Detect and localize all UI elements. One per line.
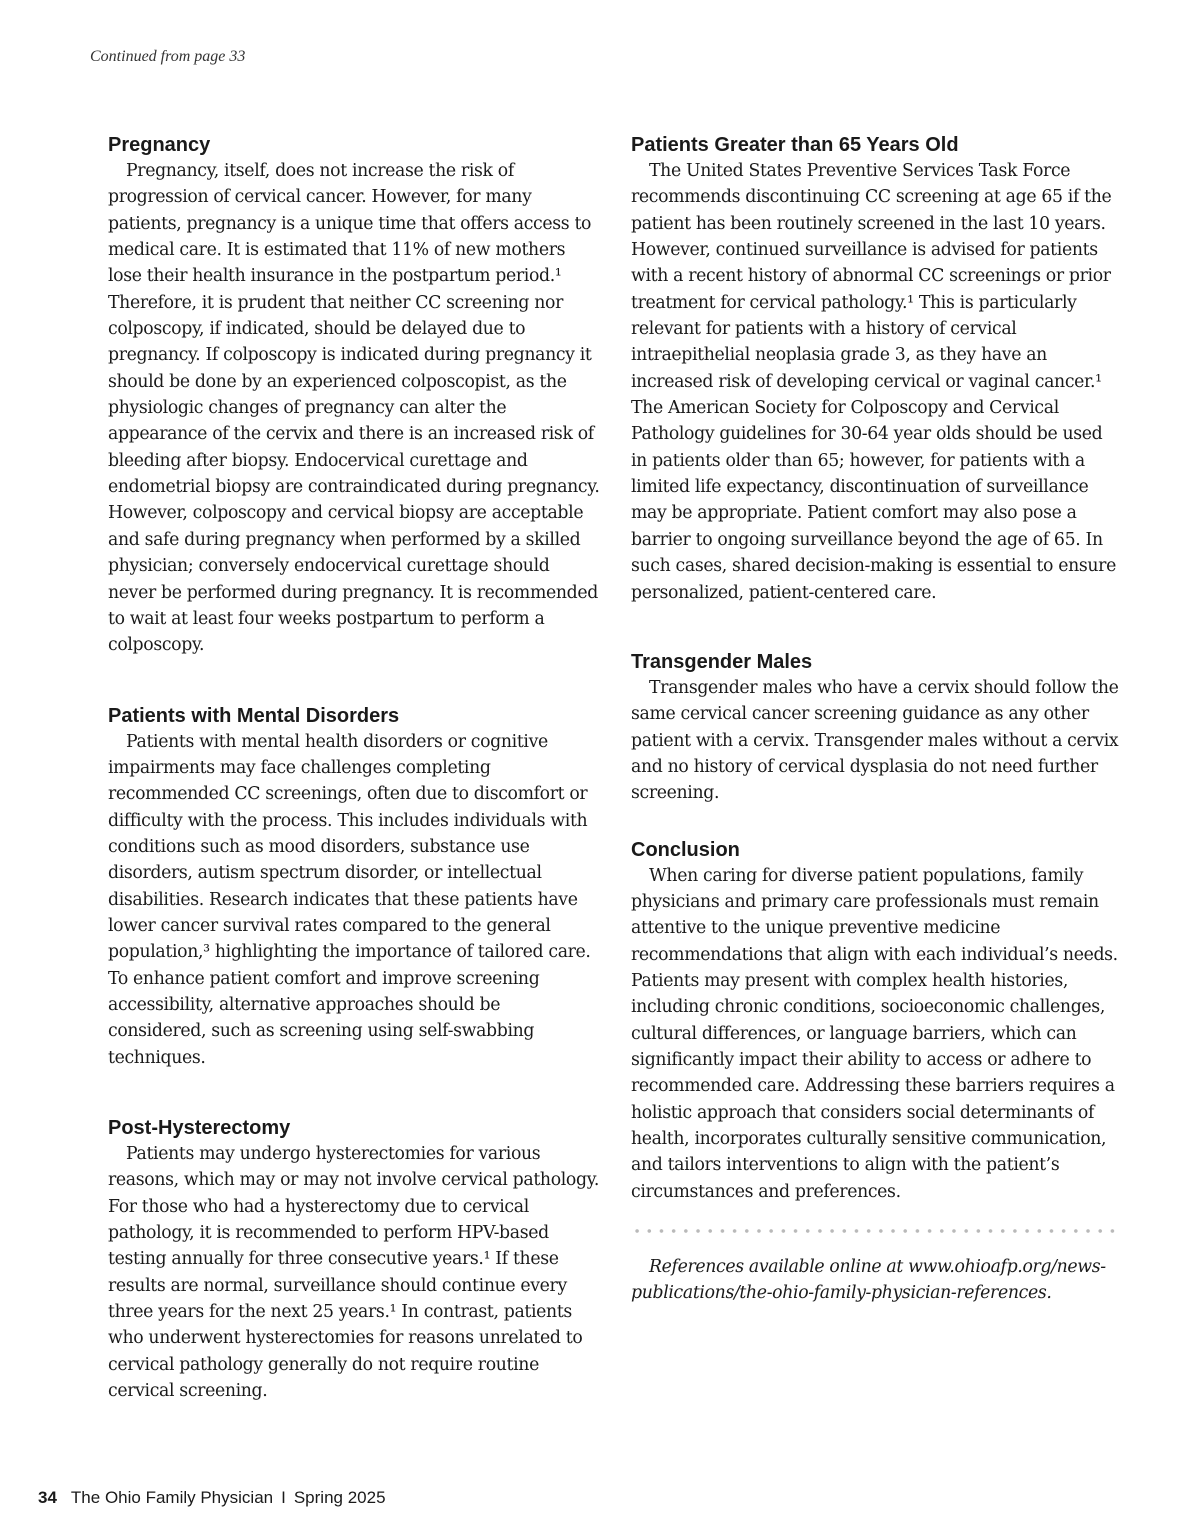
section-body: The United States Preventive Services Task Force recommends discontinuing CC screening at age 65 if the patient has been routinely screened in the last 10 years. However, continued surveillance is advised for patients with a recent history of abnormal CC screenings or prior treatment for cervical pathology.¹ This is particularly relevant for patients with a history of cervical intraepithelial neoplasia grade 3, as they have an increased risk of developing cervical or vaginal cancer.¹ The American Society for Colposcopy and Cervical Pathology guidelines for 30-64 year olds should be used in patients older than 65; however, for patients with a limited life expectancy, discontinuation of surveillance may be appropriate. Patient comfort may also pose a barrier to ongoing surveillance beyond the age of 65. In such cases, shared decision-making is essential to ensure personalized, patient-centered care. bbox=[631, 161, 1116, 603]
section-body: Transgender males who have a cervix should follow the same cervical cancer screening guidance as any other patient with a cervix. Transgender males without a cervix and no history of cervical dysplasia do not need further screening. bbox=[631, 677, 1119, 804]
section-over-65 bbox=[631, 132, 1123, 606]
section-pregnancy bbox=[108, 132, 600, 659]
page-footer bbox=[38, 1488, 386, 1508]
section-body: Patients with mental health disorders or cognitive impairments may face challenges completing recommended CC screenings, often due to discomfort or difficulty with the process. This includes individuals with conditions such as mood disorders, substance use disorders, autism spectrum disorder, or intellectual disabilities. Research indicates that these patients have lower cancer survival rates compared to the general population,³ highlighting the importance of tailored care. To enhance patient comfort and improve screening accessibility, alternative approaches should be considered, such as screening using self-swabbing techniques. bbox=[108, 731, 591, 1068]
section-heading: Transgender Males bbox=[631, 650, 813, 673]
section-transgender-males bbox=[631, 649, 1123, 807]
dotted-divider bbox=[631, 1229, 1121, 1233]
publication-name: The Ohio Family Physician bbox=[70, 1488, 274, 1507]
section-heading: Conclusion bbox=[631, 838, 740, 861]
section-body: Patients may undergo hysterectomies for various reasons, which may or may not involve cervical pathology. For those who had a hysterectomy due to cervical pathology, it is recommended to perform HPV-based testing annually for three consecutive years.¹ If these results are normal, surveillance should continue every three years for the next 25 years.¹ In contrast, patients who underwent hysterectomies for reasons unrelated to cervical pathology generally do not require routine cervical screening. bbox=[108, 1144, 599, 1402]
issue-label: Spring 2025 bbox=[293, 1488, 386, 1507]
section-heading: Post-Hysterectomy bbox=[108, 1117, 291, 1139]
section-mental-disorders bbox=[108, 703, 600, 1071]
section-heading: Patients Greater than 65 Years Old bbox=[631, 134, 959, 156]
section-heading: Pregnancy bbox=[108, 134, 211, 156]
left-column bbox=[108, 132, 600, 1404]
section-conclusion bbox=[631, 837, 1123, 1205]
section-post-hysterectomy bbox=[108, 1115, 600, 1404]
section-body: When caring for diverse patient populations, family physicians and primary care professionals must remain attentive to the unique preventive medicine recommendations that align with each individual’s needs. Patients may present with complex health histories, including chronic conditions, socioeconomic challenges, cultural differences, or language barriers, which can significantly impact their ability to access or adhere to recommended care. Addressing these barriers requires a holistic approach that considers social determinants of health, incorporates culturally sensitive communication, and tailors interventions to align with the patient’s circumstances and preferences. bbox=[631, 865, 1118, 1202]
right-column bbox=[631, 132, 1123, 1324]
references-note: References available online at www.ohioafp.org/news-publications/the-ohio-family-physician-references. bbox=[631, 1257, 1106, 1304]
footer-separator: I bbox=[281, 1488, 286, 1507]
continued-note: Continued from page 33 bbox=[90, 48, 246, 65]
page-number: 34 bbox=[38, 1488, 57, 1507]
section-heading: Patients with Mental Disorders bbox=[108, 704, 400, 727]
section-body: Pregnancy, itself, does not increase the risk of progression of cervical cancer. However, for many patients, pregnancy is a unique time that offers access to medical care. It is estimated that 11% of new mothers lose their health insurance in the postpartum period.¹ Therefore, it is prudent that neither CC screening nor colposcopy, if indicated, should be delayed due to pregnancy. If colposcopy is indicated during pregnancy it should be done by an experienced colposcopist, as the physiologic changes of pregnancy can alter the appearance of the cervix and there is an increased risk of bleeding after biopsy. Endocervical curettage and endometrial biopsy are contraindicated during pregnancy. However, colposcopy and cervical biopsy are acceptable and safe during pregnancy when performed by a skilled physician; conversely endocervical curettage should never be performed during pregnancy. It is recommended to wait at least four weeks postpartum to perform a colposcopy. bbox=[108, 161, 600, 656]
